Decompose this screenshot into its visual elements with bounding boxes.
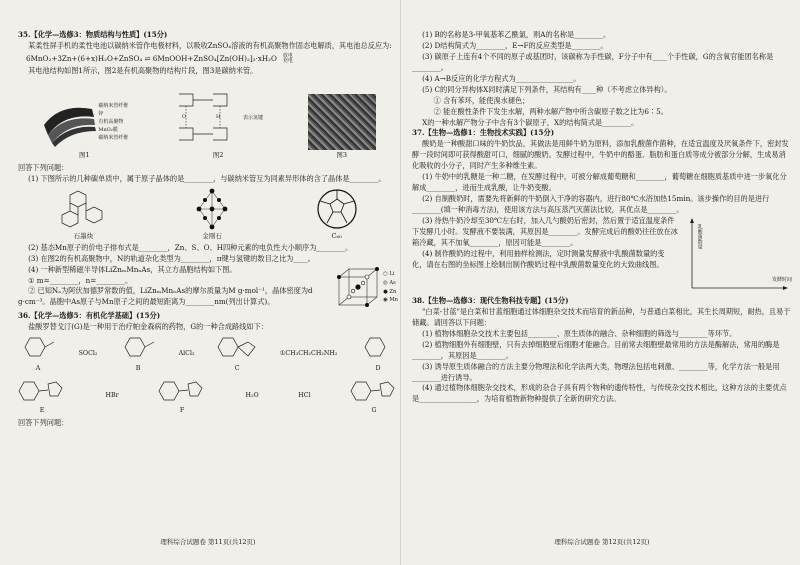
c60-figure [314, 187, 360, 242]
fig1-label-3: MnO₂膜 [98, 127, 118, 134]
legend-as: As [389, 279, 396, 286]
label-a: A [35, 365, 41, 373]
unit-cell-figure [335, 265, 398, 311]
compound-e-structure [18, 376, 66, 406]
page-12-footer: 理科综合试题卷 第12页(共12页) [554, 538, 650, 547]
q35-p4b: ② 已知Nₐ为阿伏加德罗常数的值，LiZnₘMnₙAs的摩尔质量为M g·mol⁻¹，晶体密度为d g·cm⁻³。晶胞中As原子与Mn原子之间的最短距离为________nm(列出计算式)。 [18, 286, 313, 307]
page-11 [18, 30, 398, 550]
fig3-caption: 图3 [336, 150, 347, 159]
q35-intro: 某柔性屏手机的柔性电池以碳纳米管作电极材料，以吸收ZnSO₄溶液的有机高聚物作固态电解质，其电池总反应为: [28, 40, 392, 50]
q38-intro: "白菜-甘蓝"是白菜和甘蓝细胞通过体细胞杂交技术而培育的新品种，与普通白菜相比，其生长周期短，耐热，且易于储藏。请回答以下问题： [412, 306, 791, 327]
q36-sub-1: (1) B的名称是3-甲氧基苯乙酰氯，则A的名称是________。 [422, 30, 611, 39]
fig1-label-4: 碳纳米管纤维 [98, 135, 129, 142]
label-f: F [179, 407, 185, 414]
q36-intro: 盐酸罗替戈汀(G)是一种用于治疗帕金森病的药物，G的一种合成路线如下： [28, 321, 268, 331]
synthesis-route-row-1 [18, 334, 398, 374]
unit-cell-legend: ○ Li ◎ As ● Zn ◉ Mn [383, 270, 398, 304]
q36-condition-2: ② 能在酸性条件下发生水解，两种水解产物中所含碳原子数之比为6∶5。 [433, 106, 668, 116]
q38-p2: (2) 植物细胞外有细胞壁，只有去掉细胞壁后细胞才能融合。目前常去细胞壁最常用的方法是酶解法，常用的酶是________，其原因是________。 [412, 339, 780, 360]
compound-g-structure [350, 376, 398, 406]
page-11-footer: 理科综合试题卷 第11页(共12页) [160, 538, 256, 547]
compound-d-structure [358, 334, 398, 364]
compound-b-structure [118, 334, 158, 364]
graph-y-label: 乳酸菌数量 [696, 223, 703, 249]
fig2-caption: 图2 [212, 150, 224, 159]
battery-equation [26, 54, 398, 65]
diamond-label: 金刚石 [202, 231, 222, 240]
q38-title: 38.【生物—选修3：现代生物科技专题】(15分) [412, 295, 569, 305]
compound-g [350, 376, 398, 416]
synthesis-route-row-2 [18, 376, 398, 416]
q35-p4a: ① m=________，n=________。 [28, 275, 133, 285]
graph-x-label: 发酵时间 [771, 276, 792, 283]
graphdiyne-label: 石墨炔 [73, 231, 94, 240]
q35-p3: (3) 在图2的有机高聚物中，N的轨道杂化类型为________，π键与氢键的数目之比为____。 [28, 253, 315, 263]
q35-p4-block [18, 265, 398, 311]
fig1-caption: 图1 [79, 150, 90, 159]
q37-p4: (4) 制作酸奶的过程中，利用抽样检测法，定时测量发酵液中乳酸菌数量的变化，请在右图的坐标图上绘制出制作酸奶过程中乳酸菌数量变化的大致曲线图。 [412, 248, 665, 269]
q36-title: 36.【化学—选修5：有机化学基础】(15分) [18, 310, 161, 320]
equation-text: 6MnO₂+3Zn+(6+x)H₂O+ZnSO₄ ⇌ 6MnOOH+ZnSO₄[Zn(OH)₂]₃·xH₂O [26, 53, 277, 63]
q35-answer-prompt: 回答下列问题： [18, 162, 69, 172]
q36-sub-5-end: X的一种水解产物分子中含有3个碳原子，X的结构简式是________。 [422, 117, 639, 127]
page-12 [412, 30, 792, 550]
legend-li: Li [389, 270, 395, 277]
q36-sub-4: (4) A→B反应的化学方程式为________________。 [422, 73, 581, 83]
q38-p3: (3) 诱导原生质体融合的方法主要分物理法和化学法两大类，物理法包括电刺激、________等，化学方法一般是用________进行诱导。 [412, 361, 780, 382]
battery-structure-image [40, 95, 98, 150]
svg-text:O: O [182, 113, 187, 120]
figure-3 [308, 94, 376, 161]
q38-p4: (4) 通过植物体细胞杂交技术，形成的杂合子具有两个物种的遗传特性，与传统杂交技术相比，这种方法的主要优点是________________，为培育植物新物种提供了全新的研究方法。 [412, 383, 787, 404]
q35-title: 35.【化学—选修3：物质结构与性质】(15分) [18, 30, 168, 39]
reagent-h2o: H₂O [245, 392, 259, 399]
discharge-label: 放电 [282, 52, 293, 59]
compound-f-structure [158, 376, 206, 406]
polymer-fragment-image [173, 88, 243, 150]
label-d: D [375, 365, 381, 373]
q35-p1: (1) 下图所示的几种碳单质中，属于原子晶体的是________，与碳纳米管互为同素异形体的含了晶体是________。 [28, 173, 386, 183]
legend-zn: Zn [389, 288, 397, 295]
compound-a-structure [18, 334, 58, 364]
fig1-label-0: 碳纳米管纤维 [98, 103, 129, 110]
label-e: E [39, 407, 45, 414]
compound-d [358, 334, 398, 374]
q36-condition-1: ① 含有苯环，能使溴水褪色； [433, 95, 530, 105]
figure-1 [40, 95, 128, 161]
compound-c [215, 334, 259, 374]
page-divider [400, 0, 401, 565]
fig1-label-2: 有机高聚物 [98, 119, 124, 126]
q37-p1: (1) 牛奶中的乳糖是一种二糖，在发酵过程中，可被分解成葡萄糖和________，葡萄糖在细胞质基质中进一步氧化分解成________，进而生成乳酸，让牛奶变酸。 [412, 172, 787, 193]
allotrope-figures [18, 186, 398, 242]
q38-p1: (1) 植物体细胞杂交技术主要包括________、原生质体的融合、杂种细胞的筛选与________等环节。 [422, 328, 737, 338]
q36-sub-3: (3) 碳原子上连有4个不同的原子或基团时，该碳称为手性碳，F分子中有____个手性碳，G的含氧官能团名称是________。 [412, 51, 774, 72]
compound-e [18, 376, 66, 416]
c60-label: C₆₀ [331, 231, 342, 240]
reagent-hbr: HBr [105, 392, 119, 399]
q36-answer-prompt: 回答下列问题： [18, 417, 69, 427]
label-c: C [234, 365, 240, 373]
reagent-propylamine: ①CH₃CH₂CH₂NH₂ [279, 350, 338, 358]
legend-mn: Mn [389, 297, 398, 304]
label-b: B [135, 365, 141, 373]
diamond-image [187, 187, 237, 231]
q37-p3: (3) 待热牛奶冷却至30℃左右时，加入几勺酸奶后密封，然后置于适宜温度条件下发酵几小时。发酵液不要装满，其原因是________。发酵完成后的酸奶往往放在冰箱冷藏，其不加氧________，原因可能是________。 [412, 215, 678, 247]
bacteria-graph [682, 216, 792, 296]
nanotube-image [308, 94, 376, 150]
reagent-hcl: HCl [298, 392, 311, 399]
q37-p3-p4-block [412, 216, 792, 296]
figure-2 [173, 88, 263, 161]
q37-p2: (2) 自制酸奶时，需要先将新鲜的牛奶倒入干净的容器内，进行80℃水浴加热15min。该步操作的目的是进行________(填一种消毒方法)，使用该方法与高压蒸汽灭菌法比较，其优点是________。 [412, 194, 770, 214]
charge-label: 充电 [282, 58, 293, 65]
equation-conditions [283, 54, 293, 65]
diamond-figure [187, 187, 237, 242]
c60-image [314, 187, 360, 231]
q36-sub-2: (2) D结构简式为________，E→F的反应类型是________。 [422, 40, 608, 50]
fig1-label-1: 锌 [98, 111, 104, 118]
q35-p2: (2) 基态Mn原子的价电子排布式是________，Zn、S、O、H四种元素的电负性大小顺序为________。 [28, 242, 353, 252]
svg-text:H: H [216, 113, 221, 120]
reagent-alcl3: AlCl₃ [178, 350, 195, 358]
unit-cell-image [335, 265, 381, 311]
q37-title: 37.【生物—选修1：生物技术实践】(15分) [412, 128, 555, 138]
q35-p4: (4) 一种新型稀磁半导体LiZnₘMnₙAs，其立方晶胞结构如下图。 [28, 264, 237, 274]
compound-a [18, 334, 58, 374]
q36-sub-5: (5) C的同分异构体X同时满足下列条件，其结构有____种（不考虑立体异构）。 [422, 84, 672, 94]
figure-row-1 [18, 79, 398, 161]
q37-intro: 酸奶是一种酸甜口味的牛奶饮品，其做法是用鲜牛奶为原料，添加乳酸菌作菌种，在适宜温度及厌氧条件下，密封发酵一段时间即可获得酸甜可口，细腻的酸奶。发酵过程中，牛奶中的酪蛋、脂肪和蛋白质等成分被部分分解，生成易消化吸收的小分子，同时产生多种维生素。 [412, 139, 789, 171]
graphdiyne-image [56, 187, 110, 231]
compound-f [158, 376, 206, 416]
graphdiyne-figure [56, 187, 110, 242]
compound-c-structure [215, 334, 259, 364]
compound-b [118, 334, 158, 374]
q35-structure-note: 其电池结构如图1所示，图2是有机高聚物的结构片段，图3是碳纳米管。 [28, 65, 258, 75]
reagent-socl2: SOCl₂ [78, 350, 98, 358]
hydrogen-bond-note: 表示氢键 [243, 115, 264, 122]
label-g: G [371, 407, 377, 414]
